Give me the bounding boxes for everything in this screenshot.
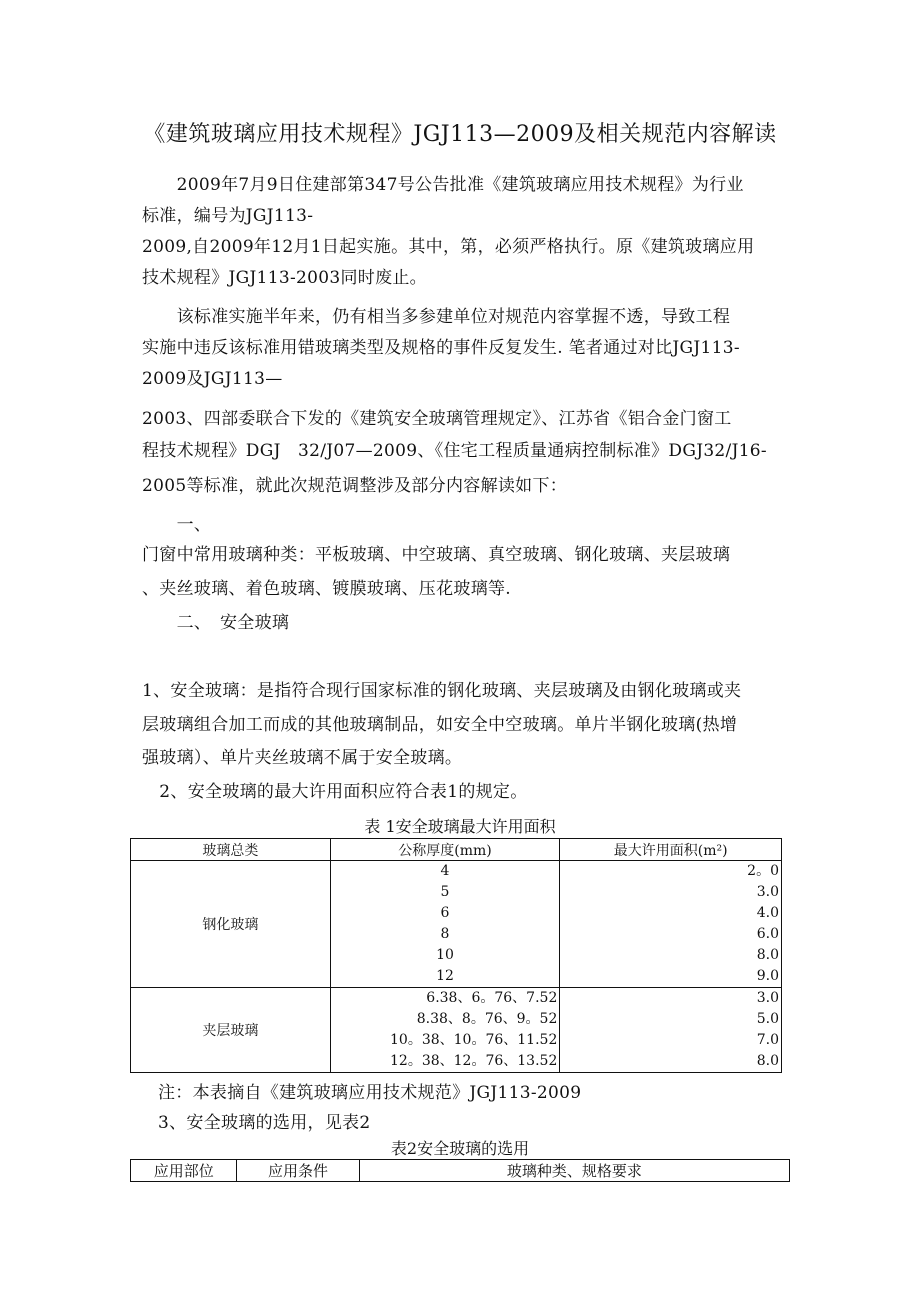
table1-caption: 表 1安全玻璃最大许用面积	[364, 817, 556, 836]
thickness-value: 5	[440, 884, 450, 900]
table-header-row	[131, 1160, 790, 1182]
table-row	[131, 988, 782, 1073]
section-heading: 二、 安全玻璃	[142, 613, 290, 633]
paragraph-line: 程技术规程》DGJ 32/J07—2009、《住宅工程质量通病控制标准》DGJ32/J16-	[142, 441, 767, 461]
paragraph-line: 2003、四部委联合下发的《建筑安全玻璃管理规定》、江苏省《铝合金门窗工	[142, 409, 732, 429]
thickness-value: 8.38、8。76、9。52	[416, 1011, 558, 1027]
section-heading: 一、	[142, 515, 212, 535]
thickness-value: 6.38、6。76、7.52	[426, 990, 558, 1006]
safety-glass-selection-table	[130, 1159, 790, 1182]
paragraph-line: 标准，编号为JGJ113-	[142, 206, 314, 226]
glass-type-cell: 钢化玻璃	[131, 861, 331, 988]
table-header-cell: 应用条件	[237, 1160, 359, 1182]
glass-type-cell: 夹层玻璃	[131, 988, 331, 1073]
table-header-cell: 应用部位	[131, 1160, 237, 1182]
area-value: 8.0	[756, 1053, 779, 1069]
thickness-cell	[330, 988, 560, 1073]
thickness-value: 6	[440, 905, 450, 921]
thickness-cell	[330, 861, 560, 988]
paragraph-line: 技术规程》JGJ113-2003同时废止。	[142, 268, 427, 288]
area-value: 3.0	[756, 884, 779, 900]
table2-caption: 表2安全玻璃的选用	[390, 1139, 530, 1158]
document-title: 《建筑玻璃应用技术规程》JGJ113—2009及相关规范内容解读	[143, 122, 777, 147]
table-note: 注：本表摘自《建筑玻璃应用技术规范》JGJ113-2009	[158, 1083, 582, 1103]
thickness-value: 10。38、10。76、11.52	[390, 1032, 558, 1048]
paragraph-line: 2005等标准，就此次规范调整涉及部分内容解读如下：	[142, 476, 568, 496]
thickness-value: 10	[436, 947, 454, 963]
paragraph-line: 层玻璃组合加工而成的其他玻璃制品，如安全中空玻璃。单片半钢化玻璃(热增	[142, 715, 738, 735]
paragraph-line: 2009,自2009年12月1日起实施。其中，第，必须严格执行。原《建筑玻璃应用	[142, 237, 755, 257]
thickness-value: 4	[440, 863, 450, 879]
safety-glass-area-table	[130, 838, 782, 1073]
paragraph-line: 强玻璃）、单片夹丝玻璃不属于安全玻璃。	[142, 748, 463, 768]
area-value: 8.0	[756, 947, 779, 963]
paragraph-line: 1、安全玻璃：是指符合现行国家标准的钢化玻璃、夹层玻璃及由钢化玻璃或夹	[142, 681, 742, 701]
area-value: 6.0	[756, 926, 779, 942]
area-value: 5.0	[756, 1011, 779, 1027]
paragraph-line: 2009年7月9日住建部第347号公告批准《建筑玻璃应用技术规程》为行业	[142, 175, 744, 195]
paragraph-line: 2、安全玻璃的最大许用面积应符合表1的规定。	[142, 782, 528, 802]
table-header-cell: 公称厚度(mm)	[330, 839, 560, 861]
thickness-value: 8	[440, 926, 450, 942]
area-value: 3.0	[756, 990, 779, 1006]
area-value: 7.0	[756, 1032, 779, 1048]
area-cell	[560, 861, 782, 988]
table-header-row	[131, 839, 782, 861]
area-cell	[560, 988, 782, 1073]
table-header-cell: 玻璃总类	[131, 839, 331, 861]
paragraph-line: 门窗中常用玻璃种类：平板玻璃、中空玻璃、真空玻璃、钢化玻璃、夹层玻璃	[142, 545, 731, 565]
paragraph-line: 该标准实施半年来，仍有相当多参建单位对规范内容掌握不透，导致工程	[142, 307, 731, 327]
area-value: 2。0	[747, 863, 779, 879]
thickness-value: 12	[436, 968, 454, 984]
paragraph-line: 实施中违反该标准用错玻璃类型及规格的事件反复发生. 笔者通过对比JGJ113-	[142, 338, 740, 358]
area-value: 9.0	[756, 968, 779, 984]
area-value: 4.0	[756, 905, 779, 921]
table-header-cell: 玻璃种类、规格要求	[359, 1160, 789, 1182]
table-row	[131, 861, 782, 988]
thickness-value: 12。38、12。76、13.52	[390, 1053, 558, 1069]
section-line: 3、安全玻璃的选用，见表2	[158, 1113, 371, 1133]
paragraph-line: 、夹丝玻璃、着色玻璃、镀膜玻璃、压花玻璃等.	[142, 579, 512, 599]
table-header-cell: 最大许用面积(m²)	[560, 839, 782, 861]
paragraph-line: 2009及JGJ113—	[142, 369, 283, 389]
